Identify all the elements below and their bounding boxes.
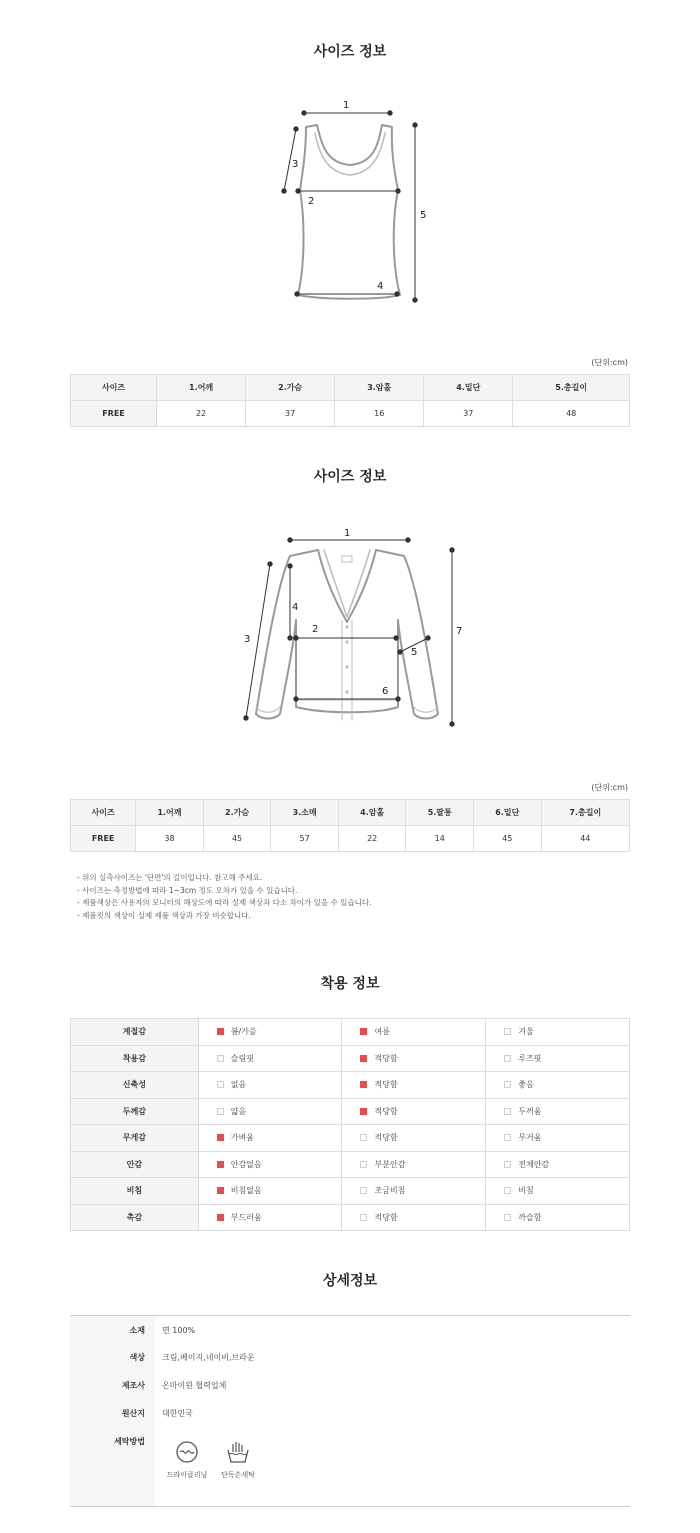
fit-option [486, 1019, 630, 1046]
fit-option-label: 적당함 [374, 1053, 398, 1063]
detail-table [70, 1315, 630, 1507]
fit-option-label: 적당함 [374, 1212, 398, 1222]
fit-option-label: 까슬함 [518, 1212, 542, 1222]
size-table-1 [70, 374, 630, 427]
fit-table [70, 1018, 630, 1231]
diagram-label-2: 2 [308, 196, 315, 207]
detail-value: 면 100% [162, 1326, 196, 1335]
table-header: 2.가슴 [246, 375, 335, 401]
size-notes [77, 872, 372, 922]
fit-option-label: 여름 [374, 1027, 390, 1037]
table-cell: 37 [246, 401, 335, 427]
fit-option [342, 1178, 486, 1205]
fit-category: 신축성 [71, 1072, 199, 1099]
checked-checkbox [217, 1134, 224, 1141]
unchecked-checkbox [504, 1081, 511, 1088]
fit-option-label: 비침 [518, 1186, 534, 1196]
fit-row [71, 1098, 630, 1125]
unchecked-checkbox [217, 1055, 224, 1062]
fit-option [486, 1045, 630, 1072]
fit-option-label: 슬림핏 [230, 1053, 254, 1063]
fit-option-label: 봄/가을 [230, 1027, 257, 1037]
fit-option-label: 안감없음 [230, 1159, 262, 1169]
diagram-label-4: 4 [377, 281, 384, 292]
checked-checkbox [360, 1028, 367, 1035]
detail-row-washing [70, 1435, 630, 1449]
fit-option [342, 1204, 486, 1231]
fit-option [486, 1204, 630, 1231]
cardigan-size-diagram [238, 522, 468, 732]
fit-category: 무게감 [71, 1125, 199, 1152]
fit-option [342, 1125, 486, 1152]
table-cell: 38 [136, 826, 204, 852]
detail-value: 온마이원 협력업체 [162, 1381, 227, 1390]
fit-option [342, 1019, 486, 1046]
table-header-row [71, 800, 630, 826]
diagram-label-5: 5 [411, 647, 418, 658]
checked-checkbox [360, 1055, 367, 1062]
fit-category: 두께감 [71, 1098, 199, 1125]
table-cell: 45 [203, 826, 271, 852]
diagram-label-7: 7 [456, 626, 463, 637]
unchecked-checkbox [504, 1108, 511, 1115]
fit-option [198, 1019, 342, 1046]
note-line: - 제품컷의 색상이 실제 제품 색상과 가장 비슷합니다. [77, 910, 251, 920]
table-header: 5.총길이 [513, 375, 630, 401]
table-header: 1.어깨 [156, 375, 245, 401]
unchecked-checkbox [217, 1108, 224, 1115]
table-cell: 45 [474, 826, 542, 852]
table-header: 1.어깨 [136, 800, 204, 826]
wash-label: 드라이클리닝 [166, 1471, 208, 1479]
fit-option-label: 좋음 [518, 1080, 534, 1090]
fit-info-title: 착용 정보 [320, 976, 380, 992]
table-cell: FREE [71, 401, 157, 427]
fit-option-label: 가벼움 [230, 1133, 254, 1143]
fit-option [486, 1072, 630, 1099]
fit-category: 계절감 [71, 1019, 199, 1046]
fit-row [71, 1072, 630, 1099]
table-header-row [71, 375, 630, 401]
note-line: - 제품색상은 사용자의 모니터의 해상도에 따라 실제 색상과 다소 차이가 있을 수 있습니다. [77, 898, 372, 907]
fit-option-label: 적당함 [374, 1106, 398, 1116]
diagram-label-3: 3 [292, 159, 299, 170]
checked-checkbox [217, 1214, 224, 1221]
fit-category: 촉감 [71, 1204, 199, 1231]
fit-option [486, 1178, 630, 1205]
fit-option-label: 적당함 [374, 1080, 398, 1090]
diagram-label-4: 4 [292, 602, 299, 613]
table-header: 3.소매 [271, 800, 339, 826]
detail-key: 색상 [129, 1353, 145, 1362]
detail-row-maker [70, 1379, 630, 1393]
fit-option [198, 1125, 342, 1152]
table-header: 6.밑단 [474, 800, 542, 826]
wash-label: 단독손세탁 [221, 1471, 255, 1479]
checked-checkbox [217, 1187, 224, 1194]
fit-row [71, 1019, 630, 1046]
diagram-label-5: 5 [420, 210, 427, 221]
table-header: 2.가슴 [203, 800, 271, 826]
fit-option [198, 1072, 342, 1099]
fit-option-label: 얇음 [230, 1106, 247, 1116]
unchecked-checkbox [504, 1214, 511, 1221]
fit-option-label: 없음 [230, 1080, 247, 1090]
checked-checkbox [360, 1081, 367, 1088]
table-header: 4.암홀 [338, 800, 406, 826]
fit-category: 비침 [71, 1178, 199, 1205]
table-cell: 16 [335, 401, 424, 427]
note-line: - 사이즈는 측정방법에 따라 1~3cm 정도 오차가 있을 수 있습니다. [77, 885, 298, 895]
table-cell: 14 [406, 826, 474, 852]
diagram-label-3: 3 [244, 634, 251, 645]
unchecked-checkbox [360, 1134, 367, 1141]
fit-option [198, 1178, 342, 1205]
fit-option [198, 1204, 342, 1231]
size-info-title-2: 사이즈 정보 [313, 469, 387, 485]
fit-option [486, 1098, 630, 1125]
fit-option [486, 1151, 630, 1178]
size-table-2 [70, 799, 630, 852]
table-row [71, 401, 630, 427]
fit-row [71, 1151, 630, 1178]
detail-value: 크림,베이지,네이비,브라운 [162, 1353, 255, 1362]
detail-key: 제조사 [121, 1381, 145, 1390]
detail-key: 소재 [129, 1326, 145, 1335]
detail-value: 대한민국 [162, 1409, 193, 1418]
unchecked-checkbox [360, 1214, 367, 1221]
fit-option [198, 1098, 342, 1125]
fit-option-label: 부드러움 [230, 1212, 262, 1222]
detail-row-origin [70, 1407, 630, 1421]
table-cell: 57 [271, 826, 339, 852]
diagram-label-1: 1 [344, 528, 351, 539]
fit-option [198, 1045, 342, 1072]
unchecked-checkbox [504, 1187, 511, 1194]
table-header: 4.밑단 [424, 375, 513, 401]
wash-hand-wash [208, 1440, 268, 1480]
note-line: - 위의 실측사이즈는 '단면'의 길이입니다. 참고해 주세요. [77, 873, 263, 882]
fit-option-label: 겨울 [518, 1027, 534, 1037]
fit-option-label: 루즈핏 [518, 1053, 542, 1063]
fit-category: 착용감 [71, 1045, 199, 1072]
unit-label-2: (단위:cm) [591, 783, 628, 792]
checked-checkbox [360, 1108, 367, 1115]
dry-clean-icon [175, 1440, 199, 1464]
table-cell: 22 [338, 826, 406, 852]
fit-option [198, 1151, 342, 1178]
detail-row-material [70, 1324, 630, 1338]
size-info-title-1: 사이즈 정보 [313, 44, 387, 60]
table-header: 사이즈 [71, 375, 157, 401]
table-header: 사이즈 [71, 800, 136, 826]
fit-option-label: 조금비침 [374, 1186, 406, 1196]
table-header: 7.총길이 [541, 800, 629, 826]
fit-option [486, 1125, 630, 1152]
table-row [71, 826, 630, 852]
detail-key: 세탁방법 [114, 1437, 145, 1446]
diagram-label-2: 2 [312, 624, 319, 635]
fit-row [71, 1178, 630, 1205]
unchecked-checkbox [504, 1134, 511, 1141]
tank-top-size-diagram [270, 95, 440, 310]
fit-row [71, 1045, 630, 1072]
detail-key: 원산지 [121, 1409, 145, 1418]
detail-info-title: 상세정보 [322, 1273, 378, 1289]
table-header: 3.암홀 [335, 375, 424, 401]
table-header: 5.팔통 [406, 800, 474, 826]
table-cell: 44 [541, 826, 629, 852]
fit-option-label: 비침없음 [230, 1186, 262, 1196]
unit-label-1: (단위:cm) [591, 358, 628, 367]
checked-checkbox [217, 1028, 224, 1035]
fit-option [342, 1151, 486, 1178]
fit-option [342, 1072, 486, 1099]
fit-option [342, 1098, 486, 1125]
fit-option-label: 부분안감 [374, 1159, 406, 1169]
fit-option-label: 두꺼움 [518, 1106, 542, 1116]
fit-row [71, 1204, 630, 1231]
table-cell: FREE [71, 826, 136, 852]
checked-checkbox [217, 1161, 224, 1168]
unchecked-checkbox [504, 1028, 511, 1035]
fit-option-label: 적당함 [374, 1133, 398, 1143]
table-cell: 37 [424, 401, 513, 427]
fit-option-label: 전체안감 [518, 1159, 550, 1169]
detail-row-color [70, 1351, 630, 1365]
unchecked-checkbox [504, 1161, 511, 1168]
diagram-label-1: 1 [343, 100, 350, 111]
table-cell: 22 [156, 401, 245, 427]
fit-row [71, 1125, 630, 1152]
diagram-label-6: 6 [382, 686, 389, 697]
unchecked-checkbox [504, 1055, 511, 1062]
fit-option [342, 1045, 486, 1072]
fit-option-label: 무거움 [518, 1133, 542, 1143]
unchecked-checkbox [217, 1081, 224, 1088]
table-cell: 48 [513, 401, 630, 427]
unchecked-checkbox [360, 1187, 367, 1194]
fit-category: 안감 [71, 1151, 199, 1178]
hand-wash-icon [225, 1440, 251, 1464]
unchecked-checkbox [360, 1161, 367, 1168]
